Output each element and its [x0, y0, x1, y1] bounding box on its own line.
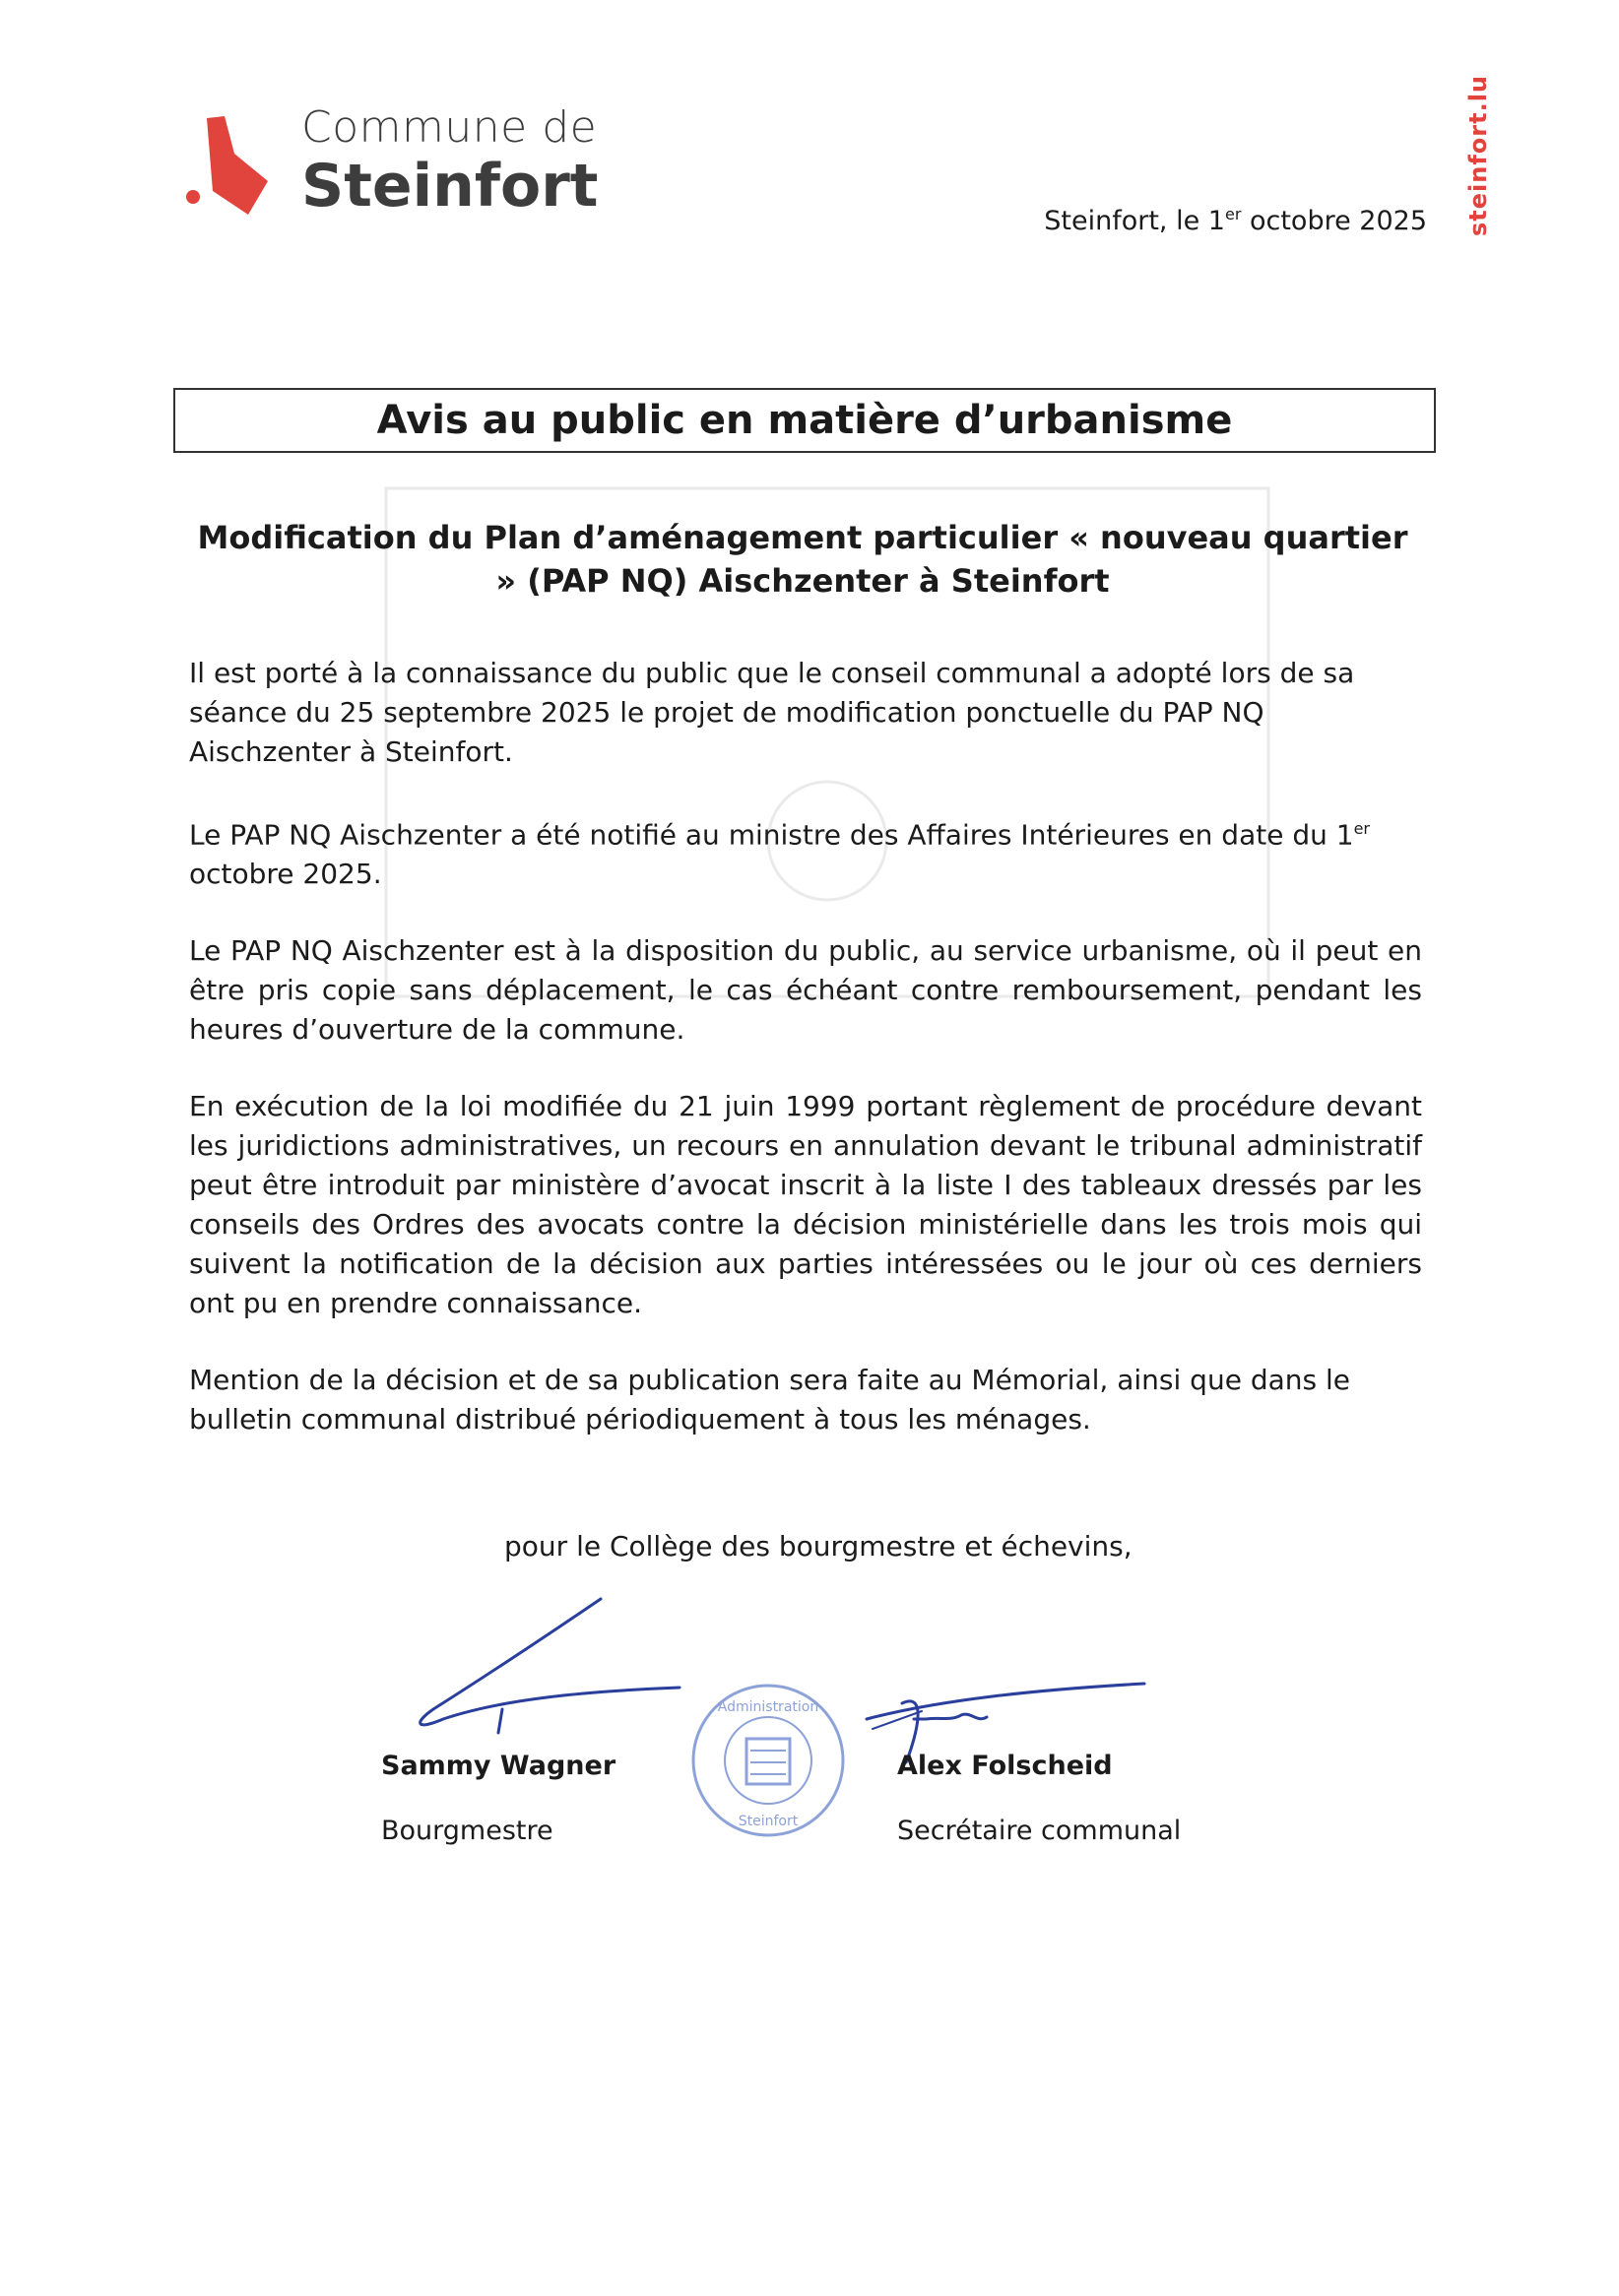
document-date: Steinfort, le 1er octobre 2025	[1044, 205, 1427, 236]
steinfort-logo-icon	[185, 112, 274, 221]
signatory-name-2: Alex Folscheid	[897, 1751, 1113, 1781]
commune-logo	[185, 102, 599, 230]
logo-steinfort: Steinfort	[301, 152, 599, 221]
paragraph-recourse: En exécution de la loi modifiée du 21 juin 1999 portant règlement de procédure devant les juridictions administratives, un recours en annulation devant le tribunal administratif peut être introduit par ministère d’avocat inscrit à la liste I des tableaux dressés par les conseils des Ordres des avocats contre la décision ministérielle dans les trois mois qui suivent la notification de la décision aux parties intéressées ou le jour où ces derniers ont pu en prendre connaissance.	[189, 1090, 1422, 1320]
notice-body	[189, 654, 1422, 1477]
paragraph-adoption: Il est porté à la connaissance du public que le conseil communal a adopté lors de sa séance du 25 septembre 2025 le projet de modification ponctuelle du PAP NQ Aischzenter à Steinfort.	[189, 657, 1355, 768]
paragraph-mention: Mention de la décision et de sa publication sera faite au Mémorial, ainsi que dans le bulletin communal distribué périodiquement à tous les ménages.	[189, 1364, 1350, 1436]
closing-line: pour le Collège des bourgmestre et échevins,	[504, 1530, 1133, 1563]
notice-subtitle: Modification du Plan d’aménagement particulier « nouveau quartier » (PAP NQ) Aischzenter à Steinfort	[197, 519, 1408, 600]
side-website-url: steinfort.lu	[1464, 74, 1492, 236]
signatory-role-1: Bourgmestre	[381, 1816, 553, 1846]
signatory-role-2: Secrétaire communal	[897, 1816, 1182, 1846]
signatory-name-1: Sammy Wagner	[381, 1751, 616, 1781]
commune-seal-icon	[689, 1682, 847, 1839]
signature-wagner-icon	[404, 1593, 689, 1741]
paragraph-availability: Le PAP NQ Aischzenter est à la disposition du public, au service urbanisme, où il peut en être pris copie sans déplacement, le cas échéant contre remboursement, pendant les heures d’ouverture de la commune.	[189, 934, 1422, 1047]
paragraph-notification: Le PAP NQ Aischzenter a été notifié au ministre des Affaires Intérieures en date du 1er octobre 2025.	[189, 818, 1370, 891]
logo-commune-de: Commune de	[301, 102, 598, 153]
svg-text:Steinfort: Steinfort	[738, 1814, 799, 1829]
svg-text:Administration: Administration	[717, 1699, 819, 1715]
notice-title: Avis au public en matière d’urbanisme	[173, 388, 1436, 453]
